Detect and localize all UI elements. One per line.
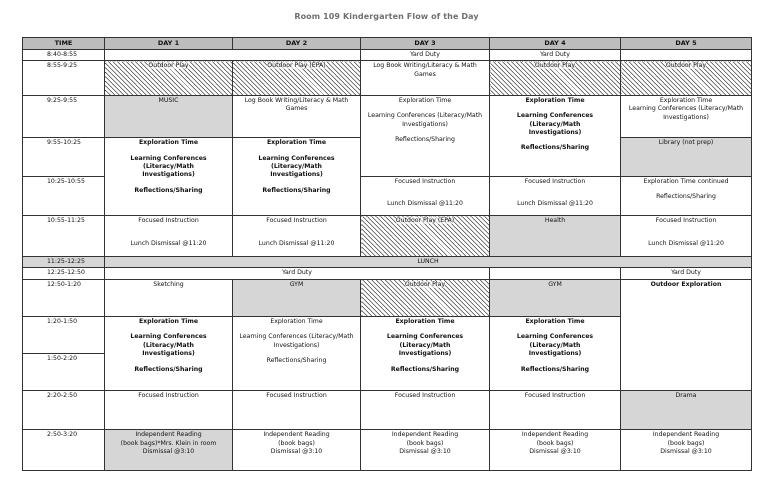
cell: Outdoor Exploration	[621, 279, 752, 390]
time-cell: 12:50-1:20	[23, 279, 105, 316]
cell	[233, 95, 361, 138]
cell	[490, 61, 621, 95]
cell	[105, 61, 233, 95]
cell	[490, 430, 621, 471]
cell	[233, 317, 361, 391]
cell	[361, 317, 490, 391]
cell	[105, 49, 361, 60]
header-row	[23, 38, 752, 50]
cell: Focused Instruction	[361, 390, 490, 429]
cell-text: Learning Conferences (Literacy/Math	[130, 154, 207, 171]
cell-text: Focused Instruction	[655, 217, 717, 225]
cell-text: Reflections/Sharing	[134, 365, 203, 373]
cell: Focused Instruction	[105, 390, 233, 429]
cell	[361, 430, 490, 471]
cell-text: Independent Reading	[521, 431, 589, 439]
page-title: Room 109 Kindergarten Flow of the Day	[294, 12, 479, 21]
cell-text: Investigations)	[528, 128, 582, 136]
cell	[621, 95, 752, 138]
cell-text: Reflections/Sharing	[520, 144, 590, 152]
cell-text: Log Book Writing/Literacy & Math	[373, 62, 477, 70]
cell-text: Dismissal @3:10	[399, 448, 451, 456]
lunch-cell: LUNCH	[105, 256, 752, 267]
cell	[105, 430, 233, 471]
cell-text: Focused Instruction	[394, 177, 456, 185]
time-cell: 10:25-10:55	[23, 176, 105, 215]
cell-text: Reflections/Sharing	[390, 365, 460, 373]
cell-text: (book bags)	[278, 439, 315, 447]
table-row	[23, 390, 752, 429]
cell: Yard Duty	[105, 268, 490, 279]
time-cell: 2:50-3:20	[23, 430, 105, 471]
cell	[621, 216, 752, 256]
cell: GYM	[490, 279, 621, 316]
time-cell: 9:55-10:25	[23, 138, 105, 176]
header-day-3: DAY 3	[361, 38, 490, 50]
time-cell: 8:40-8:55	[23, 49, 105, 60]
cell	[361, 95, 490, 176]
cell	[621, 49, 752, 60]
cell-text: Outdoor Play (EPA)	[267, 62, 326, 70]
cell-text: Reflections/Sharing	[266, 357, 327, 365]
cell	[621, 430, 752, 471]
cell-text: Lunch Dismissal @11:20	[517, 200, 593, 208]
cell-text: Dismissal @3:10	[270, 448, 323, 456]
cell-text: Learning Conferences (Literacy/Math	[367, 112, 483, 120]
cell-text: Lunch Dismissal @11:20	[130, 239, 207, 247]
time-cell: 1:20-1:50	[23, 317, 105, 353]
cell-text: Outdoor Play (EPA)	[395, 217, 455, 225]
cell	[361, 216, 490, 256]
cell-text: Outdoor Play	[148, 62, 189, 70]
cell-text: Dismissal @3:10	[529, 448, 581, 456]
cell-text: Learning Conferences (Literacy/Math	[258, 154, 335, 171]
cell: Focused Instruction	[233, 390, 361, 429]
cell-text: Reflections/Sharing	[520, 365, 590, 373]
cell	[105, 317, 233, 391]
cell-text: Investigations)	[402, 120, 448, 128]
header-day-4: DAY 4	[490, 38, 621, 50]
table-row	[23, 430, 752, 471]
cell-text: Outdoor Play	[534, 62, 576, 70]
cell	[490, 95, 621, 176]
cell	[233, 138, 361, 216]
time-cell: 9:25-9:55	[23, 95, 105, 138]
cell-text: Outdoor Play	[404, 280, 446, 288]
cell-text: Exploration Time	[525, 96, 585, 104]
cell-text: Exploration Time	[270, 318, 323, 326]
table-row	[23, 49, 752, 60]
cell	[105, 138, 233, 216]
cell: GYM	[233, 279, 361, 316]
cell-text: Reflections/Sharing	[656, 193, 716, 201]
cell	[490, 317, 621, 391]
cell: Sketching	[105, 279, 233, 316]
cell-text: Lunch Dismissal @11:20	[387, 200, 463, 208]
cell-text: Independent Reading	[263, 431, 330, 439]
cell: Health	[490, 216, 621, 256]
table-row	[23, 279, 752, 316]
cell-text: Investigations)	[142, 350, 195, 358]
time-cell: 10:55-11:25	[23, 216, 105, 256]
table-row	[23, 268, 752, 279]
cell: Yard Duty	[621, 268, 752, 279]
time-cell: 8:55-9:25	[23, 61, 105, 95]
cell	[105, 216, 233, 256]
cell-text: Focused Instruction	[138, 217, 199, 225]
cell: Yard Duty	[361, 49, 490, 60]
cell-text: Reflections/Sharing	[262, 186, 331, 194]
cell-text: Exploration Time	[398, 96, 452, 104]
cell-text: (book bags)	[406, 439, 444, 447]
cell-text: Games	[414, 70, 436, 78]
cell-text: Exploration Time continued	[643, 177, 729, 185]
cell-text: (book bags)	[536, 439, 574, 447]
header-day-5: DAY 5	[621, 38, 752, 50]
cell-text: Lunch Dismissal @11:20	[258, 239, 335, 247]
cell-text: Learning Conferences (Literacy/Math	[628, 105, 744, 113]
cell	[490, 176, 621, 215]
cell	[361, 279, 490, 316]
table-row	[23, 256, 752, 267]
cell: Focused Instruction	[490, 390, 621, 429]
cell	[233, 61, 361, 95]
cell: Drama	[621, 390, 752, 429]
cell-text: Exploration Time	[659, 96, 713, 104]
cell-text: Investigations)	[528, 350, 582, 358]
cell	[621, 61, 752, 95]
cell-text: Learning Conferences (Literacy/Math	[386, 333, 464, 349]
time-cell: 2:20-2:50	[23, 390, 105, 429]
cell-text: Focused Instruction	[524, 177, 586, 185]
header-time: TIME	[23, 38, 105, 50]
cell	[233, 216, 361, 256]
cell-text: Investigations)	[398, 350, 452, 358]
cell	[361, 176, 490, 215]
cell-text: (book bags)*Mrs. Klein in room	[120, 439, 217, 447]
cell-text: (book bags)	[667, 439, 705, 447]
cell-text: Games	[285, 105, 308, 113]
cell-text: Learning Conferences (Literacy/Math	[130, 333, 207, 349]
cell	[621, 176, 752, 215]
table-row	[23, 216, 752, 256]
cell: MUSIC	[105, 95, 233, 138]
cell-text: Independent Reading	[391, 431, 459, 439]
cell	[361, 61, 490, 95]
time-cell: 12:25-12:50	[23, 268, 105, 279]
cell-text: Exploration Time	[138, 139, 199, 147]
cell-text: Investigations)	[663, 113, 709, 121]
time-cell: 1:50-2:20	[23, 353, 105, 390]
cell: Yard Duty	[490, 49, 621, 60]
cell-text: Investigations)	[273, 341, 320, 349]
cell-text: Learning Conferences (Literacy/Math	[516, 333, 594, 349]
cell-text: Lunch Dismissal @11:20	[648, 239, 724, 247]
cell-text: Reflections/Sharing	[134, 186, 203, 194]
cell-text: Dismissal @3:10	[660, 448, 712, 456]
table-row	[23, 61, 752, 95]
cell-text: Learning Conferences (Literacy/Math	[516, 112, 594, 128]
cell-text: Exploration Time	[138, 318, 199, 326]
header-day-2: DAY 2	[233, 38, 361, 50]
cell: Library (not prep)	[621, 138, 752, 176]
cell-text: Learning Conferences (Literacy/Math	[239, 333, 354, 341]
cell-text: Dismissal @3:10	[142, 448, 195, 456]
table-row	[23, 95, 752, 138]
cell-text: Focused Instruction	[266, 217, 327, 225]
cell-text: Independent Reading	[652, 431, 720, 439]
cell-text: Investigations)	[142, 171, 195, 179]
cell-text: Outdoor Play	[665, 62, 707, 70]
cell	[233, 430, 361, 471]
cell-text: Independent Reading	[135, 431, 202, 439]
time-cell: 11:25-12:25	[23, 256, 105, 267]
cell-text: Exploration Time	[266, 139, 327, 147]
schedule-table	[22, 37, 752, 471]
header-day-1: DAY 1	[105, 38, 233, 50]
cell-text: Log Book Writing/Literacy & Math	[244, 96, 349, 104]
cell-text: Exploration Time	[395, 318, 455, 326]
cell-text: Investigations)	[270, 171, 323, 179]
cell-text: Reflections/Sharing	[395, 135, 455, 143]
cell-text: Exploration Time	[525, 318, 585, 326]
cell	[490, 268, 621, 279]
